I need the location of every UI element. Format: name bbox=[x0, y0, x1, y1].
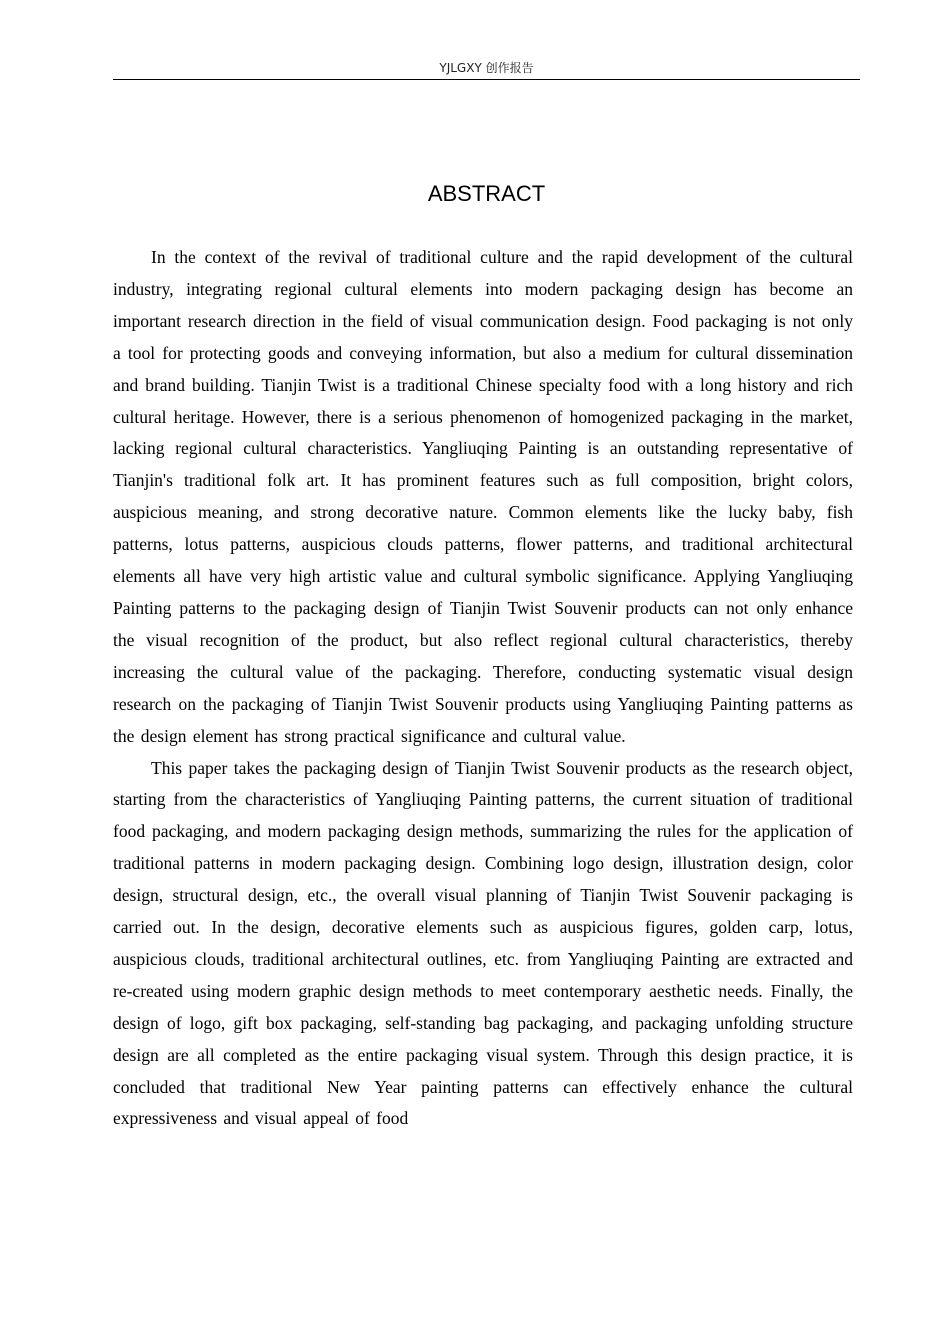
abstract-body bbox=[113, 242, 853, 1135]
abstract-paragraph-1: In the context of the revival of traditional culture and the rapid development of the cultural industry, integrating regional cultural elements into modern packaging design has become an important research direction in the field of visual communication design. Food packaging is not only a tool for protecting goods and conveying information, but also a medium for cultural dissemination and brand building. Tianjin Twist is a traditional Chinese specialty food with a long history and rich cultural heritage. However, there is a serious phenomenon of homogenized packaging in the market, lacking regional cultural characteristics. Yangliuqing Painting is an outstanding representative of Tianjin's traditional folk art. It has prominent features such as full composition, bright colors, auspicious meaning, and strong decorative nature. Common elements like the lucky baby, fish patterns, lotus patterns, auspicious clouds patterns, flower patterns, and traditional architectural elements all have very high artistic value and cultural symbolic significance. Applying Yangliuqing Painting patterns to the packaging design of Tianjin Twist Souvenir products can not only enhance the visual recognition of the product, but also reflect regional cultural characteristics, thereby increasing the cultural value of the packaging. Therefore, conducting systematic visual design research on the packaging of Tianjin Twist Souvenir products using Yangliuqing Painting patterns as the design element has strong practical significance and cultural value. bbox=[113, 247, 853, 746]
abstract-paragraph-2: This paper takes the packaging design of Tianjin Twist Souvenir products as the research object, starting from the characteristics of Yangliuqing Painting patterns, the current situation of traditional food packaging, and modern packaging design methods, summarizing the rules for the application of traditional patterns in modern packaging design. Combining logo design, illustration design, color design, structural design, etc., the overall visual planning of Tianjin Twist Souvenir packaging is carried out. In the design, decorative elements such as auspicious figures, golden carp, lotus, auspicious clouds, traditional architectural outlines, etc. from Yangliuqing Painting are extracted and re-created using modern graphic design methods to meet contemporary aesthetic needs. Finally, the design of logo, gift box packaging, self-standing bag packaging, and packaging unfolding structure design are all completed as the entire packaging visual system. Through this design practice, it is concluded that traditional New Year painting patterns can effectively enhance the cultural expressiveness and visual appeal of food bbox=[113, 757, 853, 1129]
header-rule bbox=[113, 79, 860, 80]
abstract-title: ABSTRACT bbox=[427, 181, 546, 206]
running-header: YJLGXY 创作报告 bbox=[439, 61, 534, 75]
